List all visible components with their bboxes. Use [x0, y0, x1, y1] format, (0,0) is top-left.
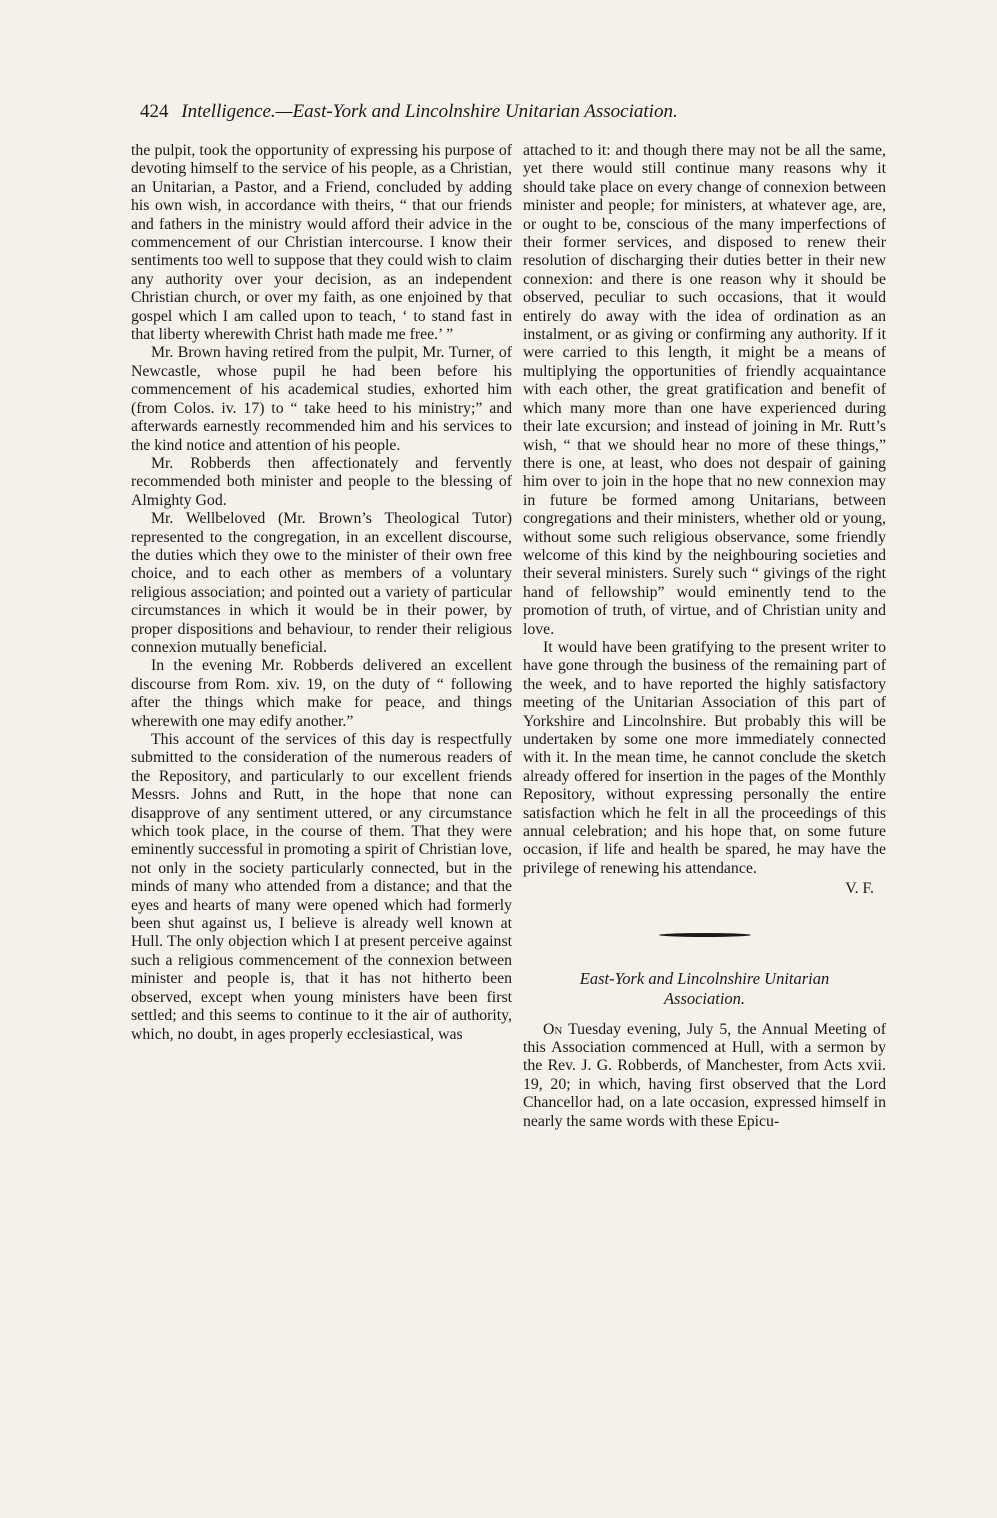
paragraph — [523, 1021, 886, 1131]
section-title — [523, 969, 886, 1009]
paragraph: Mr. Brown having retired from the pulpit, Mr. Turner, of Newcastle, whose pupil he had been before his commencement of his academical studies, exhorted him (from Colos. iv. 17) to “ take heed to his ministry;” and afterwards earnestly recommended him and his services to the kind notice and attention of his people. — [131, 344, 512, 454]
running-title: Intelligence.—East-York and Lincolnshire Unitarian Association. — [181, 101, 678, 122]
drop-lead-word: On — [543, 1020, 563, 1038]
paragraph: Mr. Wellbeloved (Mr. Brown’s Theological Tutor) represented to the congregation, in an excellent discourse, the duties which they owe to the minister of their own free choice, and to each other as members of a voluntary religious association; and pointed out a variety of particular circumstances in which it would be in their power, by proper dispositions and behaviour, to render their religious connexion mutually beneficial. — [131, 510, 512, 656]
page-number: 424 — [140, 101, 169, 122]
paragraph: the pulpit, took the opportunity of expressing his purpose of devoting himself to the service of his people, as a Christian, an Unitarian, a Pastor, and a Friend, concluded by adding his own wish, in accordance with theirs, “ that our friends and fathers in the ministry would afford their advice in the commencement of our Christian intercourse. I know their sentiments too well to suppose that they could wish to claim any authority over your decision, as an independent Christian church, or over my faith, as one enjoined by that gospel which I am called upon to teach, ‘ to stand fast in that liberty wherewith Christ hath made me free.’ ” — [131, 142, 512, 344]
paragraph: Mr. Robberds then affectionately and fervently recommended both minister and people to the blessing of Almighty God. — [131, 454, 512, 509]
paragraph: In the evening Mr. Robberds delivered an excellent discourse from Rom. xiv. 19, on the duty of “ following after the things which make for peace, and things wherewith one may edify another.” — [131, 657, 512, 730]
signature: V. F. — [845, 880, 874, 898]
paragraph: attached to it: and though there may not be all the same, yet there would still continue many reasons why it should take place on every change of connexion between minister and people; for ministers, at whatever age, are, or ought to be, conscious of the many imperfections of their former services, and disposed to renew their resolution of discharging their duties better in their new connexion: and there is one reason why it should be observed, peculiar to such occasions, that it would entirely do away with the idea of ordination as an instalment, or as giving or confirming any authority. If it were carried to this length, it might be a means of multiplying the opportunities of friendly acquaintance with each other, the great gratification and benefit of which many more than one have experienced during their late excursion; and instead of joining in Mr. Rutt’s wish, “ that we should hear no more of these things,” there is one, at least, who does not despair of gaining him over to join in the hope that no new connexion may in future be formed among Unitarians, between congregations and their ministers, whether old or young, without some such religious observance, some friendly welcome of this kind by the neighbouring societies and their several ministers. Surely such “ givings of the right hand of fellowship” would eminently tend to the promotion of truth, of virtue, and of Christian unity and love. — [523, 142, 886, 638]
section-title-line: East-York and Lincolnshire Unitarian — [579, 968, 830, 988]
section-title-line: Association. — [663, 988, 746, 1008]
paragraph: This account of the services of this day is respectfully submitted to the consideration of the numerous readers of the Repository, and particularly to our excellent friends Messrs. Johns and Rutt, in the hope that none can disapprove of any sentiment uttered, or any circumstance which took place, in the course of them. That they were eminently successful in promoting a spirit of Christian love, not only in the society particularly connected, but in the minds of many who attended from a distance; and that the eyes and hearts of many were opened which had formerly been shut against us, I believe is already well known at Hull. The only objection which I at present perceive against such a religious commencement of the connexion between minister and people is, that it has not hitherto been observed, except when young ministers have been first settled; and this seems to continue to it the air of authority, which, no doubt, in ages properly ecclesiastical, was — [131, 731, 512, 1043]
running-header — [140, 100, 880, 124]
right-column — [523, 142, 886, 1131]
paragraph: It would have been gratifying to the present writer to have gone through the business of the remaining part of the week, and to have reported the highly satisfactory meeting of the Unitarian Association of this part of Yorkshire and Lincolnshire. But probably this will be undertaken by some one more immediately connected with it. In the mean time, he cannot conclude the sketch already offered for insertion in the pages of the Monthly Repository, without expressing personally the entire satisfaction which he felt in all the proceedings of this annual celebration; and his hope that, on some future occasion, if life and health be spared, he may have the privilege of renewing his attendance. — [523, 638, 886, 877]
left-column — [131, 142, 512, 1044]
paragraph-text: Tuesday evening, July 5, the Annual Meeting of this Association commenced at Hull, with a sermon by the Rev. J. G. Robberds, of Manchester, from Acts xvii. 19, 20; in which, having first observed that the Lord Chancellor had, on a late occasion, expressed himself in nearly the same words with these Epicu- — [523, 1020, 886, 1130]
section-divider — [659, 933, 751, 937]
